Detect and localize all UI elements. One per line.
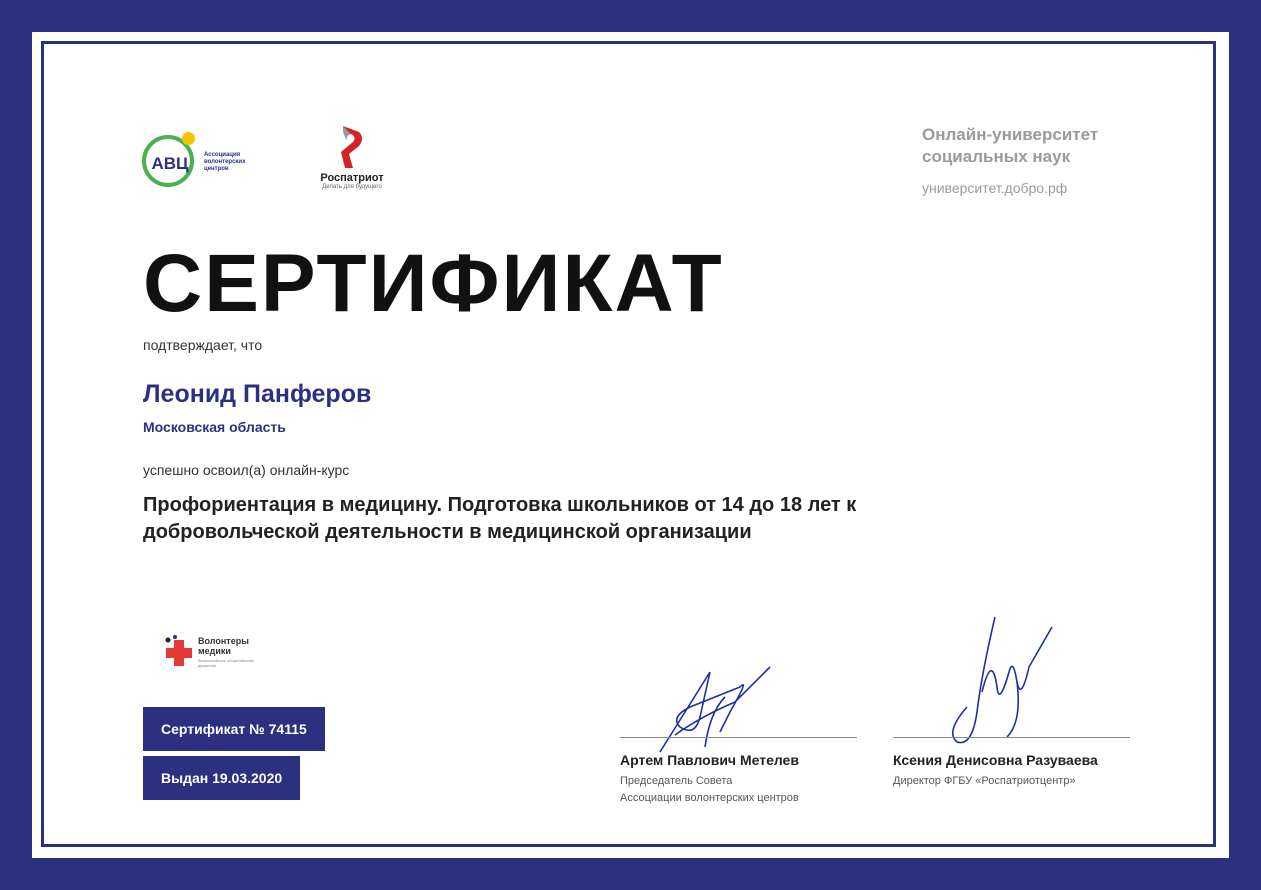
rospatriot-logo: [312, 124, 392, 199]
course-title-line2: добровольческой деятельности в медицинской организации: [143, 521, 752, 543]
signer-2-role-line1: Директор ФГБУ «Роспатриотцентр»: [893, 775, 1076, 787]
university-name-line1: Онлайн-университет: [922, 125, 1099, 144]
medics-subtitle: Всероссийское общественное движение: [198, 658, 255, 668]
avc-abbr: АВЦ: [151, 154, 189, 173]
university-url: университет.добро.рф: [922, 180, 1068, 196]
course-title: [143, 492, 1023, 546]
medics-name-line1: Волонтеры: [198, 636, 249, 646]
course-title-line1: Профориентация в медицину. Подготовка школьников от 14 до 18 лет к: [143, 494, 857, 516]
avc-dot-icon: [182, 132, 195, 145]
signature-1-graphic: [640, 657, 790, 757]
signer-2-role: [893, 773, 1153, 790]
avc-name: Ассоциация волонтерских центров: [204, 152, 246, 172]
signer-1-role: [620, 773, 880, 807]
rospatriot-tagline: Делать для будущего: [322, 184, 382, 190]
certificate-title: СЕРТИФИКАТ: [143, 238, 724, 329]
rospatriot-mark-icon: [337, 124, 367, 170]
rospatriot-name: Роспатриот: [320, 172, 384, 184]
certificate-number-badge: Сертификат № 74115: [143, 707, 325, 751]
medical-cross-icon: [162, 634, 196, 668]
mastered-text: успешно освоил(а) онлайн-курс: [143, 462, 350, 478]
signer-1-role-line1: Председатель Совета: [620, 775, 733, 787]
signer-1-name: Артем Павлович Метелев: [620, 752, 799, 768]
recipient-name: Леонид Панферов: [143, 380, 372, 408]
medics-name-line2: медики: [198, 646, 231, 656]
signature-2-graphic: [937, 612, 1057, 752]
signer-2-name: Ксения Денисовна Разуваева: [893, 752, 1098, 768]
confirms-text: подтверждает, что: [143, 337, 263, 353]
university-name-line2: социальных наук: [922, 147, 1071, 166]
medics-name: [198, 636, 249, 656]
signer-1-role-line2: Ассоциации волонтерских центров: [620, 792, 799, 804]
university-block: [922, 124, 1182, 196]
certificate-sheet: [32, 32, 1229, 858]
volunteer-medics-logo: [162, 632, 262, 672]
signature-2-line: [893, 737, 1130, 738]
issued-date-badge: Выдан 19.03.2020: [143, 756, 300, 800]
signature-1-line: [620, 737, 857, 738]
recipient-region: Московская область: [143, 419, 286, 435]
avc-logo: [142, 130, 267, 200]
